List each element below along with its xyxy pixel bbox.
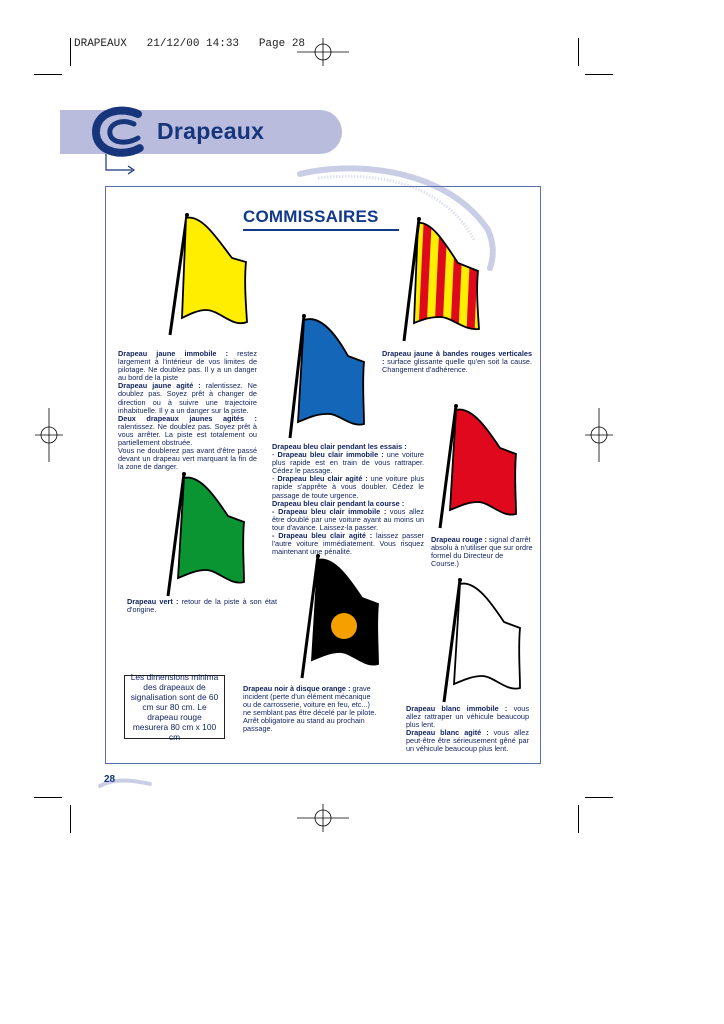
blue-flag-icon	[282, 312, 372, 442]
black-flag-orange-disc-icon	[294, 552, 384, 682]
green-flag-icon	[160, 470, 250, 600]
yellow-red-striped-flag-icon	[396, 215, 486, 345]
yellow-red-flag-description: Drapeau jaune à bandes rouges verticales : surface glissante quelle qu'en soit la cause. Changement d'adhérence.	[382, 349, 532, 375]
red-flag-icon	[432, 402, 522, 532]
dimensions-note: Les dimensions minima des drapeaux de signalisation sont de 60 cm sur 80 cm. Le drapeau rouge mesurera 80 cm x 100 cm	[124, 675, 225, 739]
yellow-flag-icon	[162, 210, 252, 340]
red-flag-description: Drapeau rouge : signal d'arrêt absolu à n'utiliser que sur ordre formel du Directeur de Course.)	[431, 535, 533, 569]
section-underline	[243, 229, 399, 231]
page-title: Drapeaux	[157, 118, 265, 144]
yellow-flag-description: Drapeau jaune immobile : restez largement à l'intérieur de vos limites de pilotage. Ne doublez pas. Il y a un danger au bord de la piste Drapeau jaune agité : ralentissez. Ne doublez pas. Soyez prêt à changer de direction ou à suivre une trajectoire inhabituelle. Il y a un danger sur la piste. Deux drapeaux jaunes agités : ralentissez. Ne doublez pas. Soyez prêt à vous arrêter. La piste est totalement ou partiellement obstruée. Vous ne doublerez pas avant d'être passé devant un drapeau vert marquant la fin de la zone de danger.	[118, 349, 257, 472]
blue-flag-description: Drapeau bleu clair pendant les essais : - Drapeau bleu clair immobile : une voiture plus rapide est en train de vous rattraper. Cédez le passage. - Drapeau bleu clair agité : une voiture plus rapide s'apprête à vous doubler. Cédez le passage de toute urgence. Drapeau bleu clair pendant la course : - Drapeau bleu clair immobile : vous allez être doublé par une voiture ayant au moins un tour d'avance. Laissez-la passer. - Drapeau bleu clair agité : laissez passer l'autre voiture immédiatement. Vous risquez maintenant une pénalité.	[272, 442, 424, 557]
swirl-logo-icon	[88, 102, 168, 162]
white-flag-icon	[436, 576, 526, 706]
printer-header: DRAPEAUX 21/12/00 14:33 Page 28	[74, 38, 306, 50]
green-flag-description: Drapeau vert : retour de la piste à son état d'origine.	[127, 597, 277, 615]
black-flag-description: Drapeau noir à disque orange : grave incident (perte d'un élément mécanique ou de carrosserie, voiture en feu, etc...) ne semblant pas être décelé par le pilote. Arrêt obligatoire au stand au prochain passage.	[243, 684, 377, 734]
page-number: 28	[104, 774, 116, 785]
white-flag-description: Drapeau blanc immobile : vous allez rattraper un véhicule beaucoup plus lent. Drapeau blanc agité : vous allez peut-être être sérieusement gêné par un véhicule beaucoup plus lent.	[406, 704, 529, 754]
section-title: COMMISSAIRES	[243, 207, 379, 226]
